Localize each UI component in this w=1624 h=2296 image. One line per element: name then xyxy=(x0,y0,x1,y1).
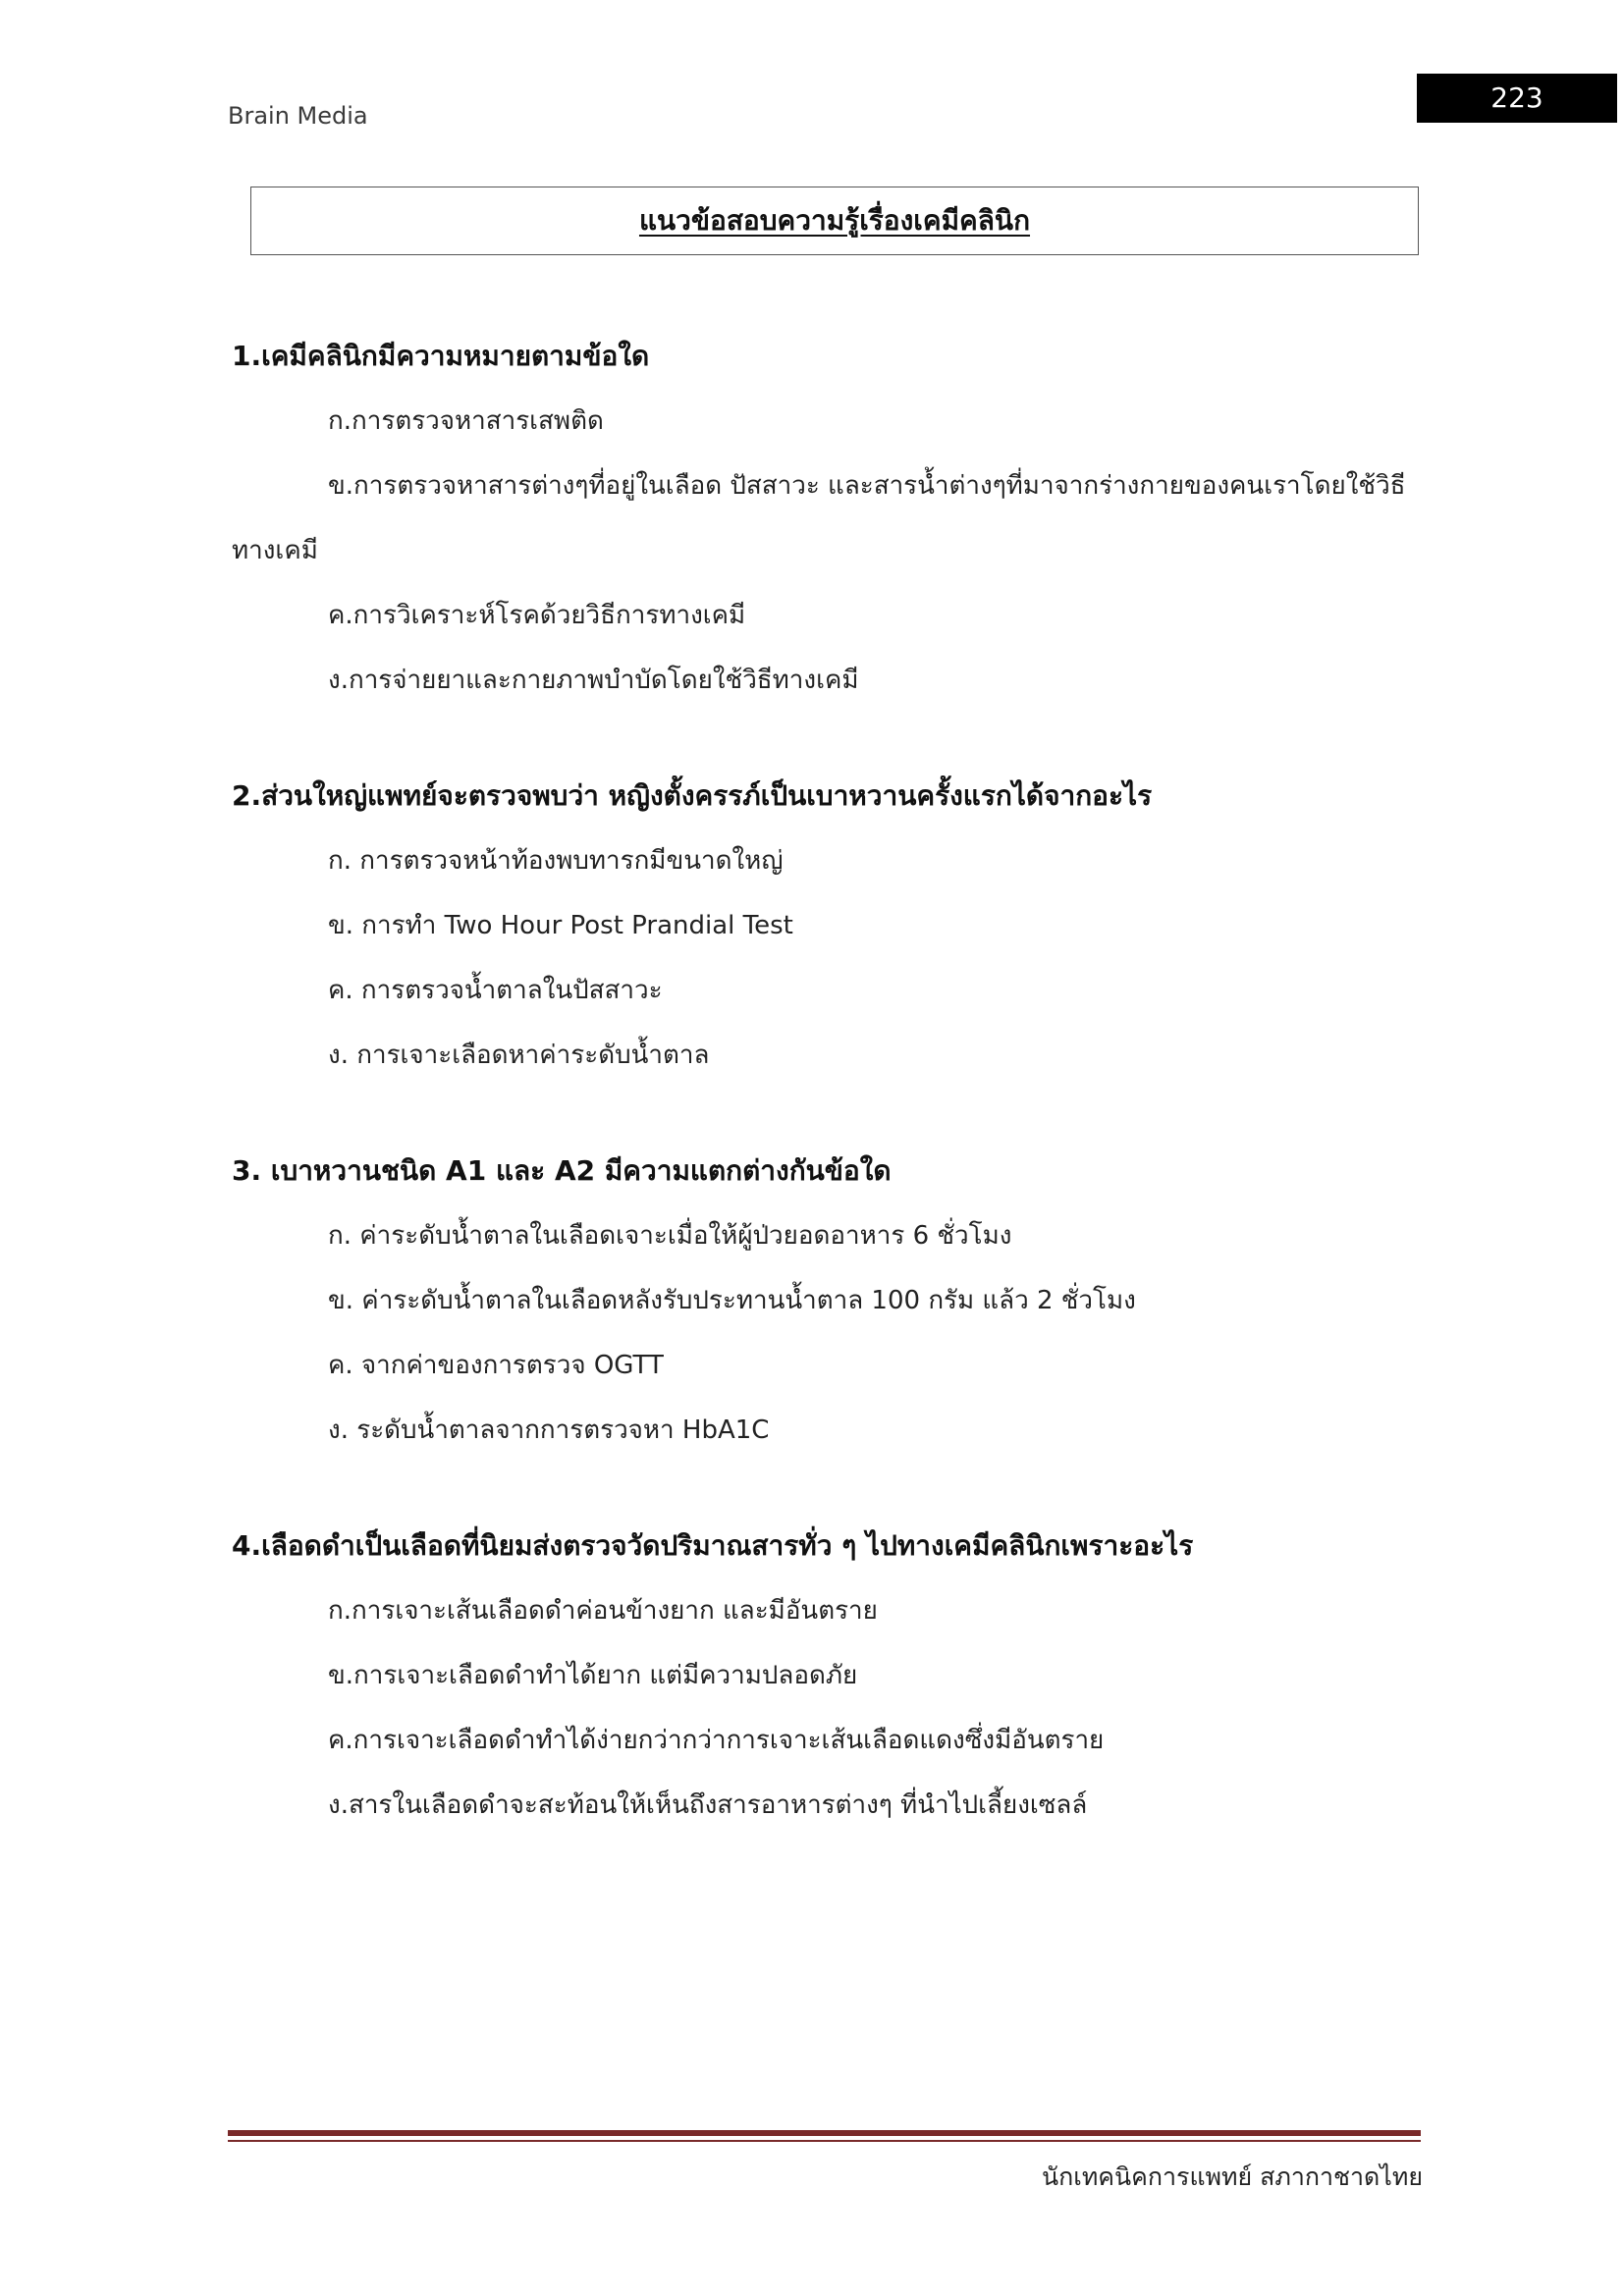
choice: ก.การตรวจหาสารเสพติด xyxy=(328,406,604,436)
question-list xyxy=(232,324,1425,1889)
question-3 xyxy=(232,1139,1425,1463)
question-text: 4.เลือดดำเป็นเลือดที่นิยมส่งตรวจวัดปริมาณสารทั่ว ๆ ไปทางเคมีคลินิกเพราะอะไร xyxy=(232,1529,1194,1562)
choice: ข.การเจาะเลือดดำทำได้ยาก แต่มีความปลอดภัย xyxy=(328,1661,858,1690)
choice: ง.สารในเลือดดำจะสะท้อนให้เห็นถึงสารอาหารต่างๆ ที่นำไปเลี้ยงเซลล์ xyxy=(328,1790,1088,1820)
choice: ก.การเจาะเส้นเลือดดำค่อนข้างยาก และมีอันตราย xyxy=(328,1596,878,1626)
choice: ค.การเจาะเลือดดำทำได้ง่ายกว่ากว่าการเจาะเส้นเลือดแดงซึ่งมีอันตราย xyxy=(328,1726,1105,1755)
choice: ง. ระดับน้ำตาลจากการตรวจหา HbA1C xyxy=(328,1415,770,1445)
question-text: 2.ส่วนใหญ่แพทย์จะตรวจพบว่า หญิงตั้งครรภ์เป็นเบาหวานครั้งแรกได้จากอะไร xyxy=(232,779,1153,812)
choice: ก. ค่าระดับน้ำตาลในเลือดเจาะเมื่อให้ผู้ป่วยอดอาหาร 6 ชั่วโมง xyxy=(328,1221,1012,1251)
footer-divider xyxy=(228,2130,1421,2136)
header-publisher: Brain Media xyxy=(228,102,368,130)
choice: ก. การตรวจหน้าท้องพบทารกมีขนาดใหญ่ xyxy=(328,846,784,876)
choice: ข.การตรวจหาสารต่างๆที่อยู่ในเลือด ปัสสาวะ และสารน้ำต่างๆที่มาจากร่างกายของคนเราโดยใช้วิธีทางเคมี xyxy=(232,471,1406,565)
choice: ง.การจ่ายยาและกายภาพบำบัดโดยใช้วิธีทางเคมี xyxy=(328,666,859,695)
choice: ข. ค่าระดับน้ำตาลในเลือดหลังรับประทานน้ำตาล 100 กรัม แล้ว 2 ชั่วโมง xyxy=(328,1286,1136,1315)
choice: ค. จากค่าของการตรวจ OGTT xyxy=(328,1351,664,1380)
question-4 xyxy=(232,1514,1425,1838)
footer-divider-thin xyxy=(228,2140,1421,2142)
question-1 xyxy=(232,324,1425,713)
choice: ง. การเจาะเลือดหาค่าระดับน้ำตาล xyxy=(328,1041,710,1070)
title-box xyxy=(250,187,1419,255)
choice: ค. การตรวจน้ำตาลในปัสสาวะ xyxy=(328,976,663,1005)
choice: ข. การทำ Two Hour Post Prandial Test xyxy=(328,911,793,940)
footer-organization: นักเทคนิคการแพทย์ สภากาชาดไทย xyxy=(1042,2163,1423,2191)
page-title: แนวข้อสอบความรู้เรื่องเคมีคลินิก xyxy=(638,204,1031,237)
page-number: 223 xyxy=(1417,74,1617,123)
question-2 xyxy=(232,764,1425,1088)
question-text: 1.เคมีคลินิกมีความหมายตามข้อใด xyxy=(232,340,650,372)
question-text: 3. เบาหวานชนิด A1 และ A2 มีความแตกต่างกันข้อใด xyxy=(232,1154,892,1187)
choice: ค.การวิเคราะห์โรคด้วยวิธีการทางเคมี xyxy=(328,601,746,630)
